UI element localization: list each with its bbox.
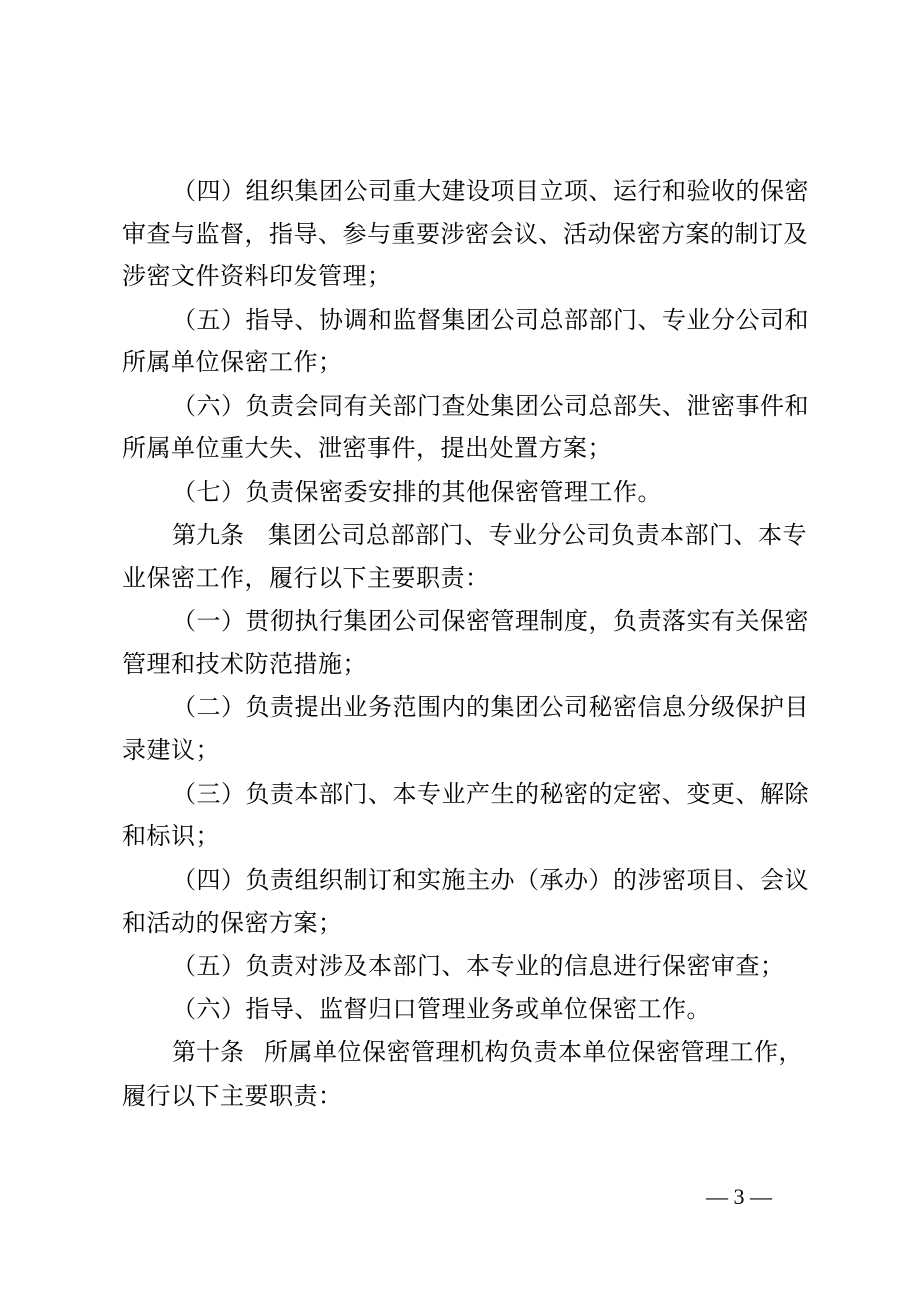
article-9-label: 第九条 bbox=[172, 521, 244, 549]
body-line: （六）指导、监督归口管理业务或单位保密工作。 bbox=[172, 995, 711, 1023]
body-line: （三）负责本部门、本专业产生的秘密的定密、变更、解除 bbox=[172, 780, 809, 808]
body-line: （一）贯彻执行集团公司保密管理制度，负责落实有关保密 bbox=[172, 607, 809, 635]
body-line: （四）组织集团公司重大建设项目立项、运行和验收的保密 bbox=[172, 177, 809, 205]
article-10-label: 第十条 bbox=[172, 1038, 244, 1066]
body-line: （五）负责对涉及本部门、本专业的信息进行保密审查； bbox=[172, 952, 785, 980]
body-line: 和标识； bbox=[122, 822, 220, 850]
body-line: 录建议； bbox=[122, 736, 220, 764]
body-line: 集团公司总部部门、专业分公司负责本部门、本专 bbox=[268, 521, 807, 549]
body-line: 管理和技术防范措施； bbox=[122, 650, 367, 678]
body-line: （二）负责提出业务范围内的集团公司秘密信息分级保护目 bbox=[172, 693, 809, 721]
body-line: （四）负责组织制订和实施主办（承办）的涉密项目、会议 bbox=[172, 866, 809, 894]
body-line: 和活动的保密方案； bbox=[122, 909, 343, 937]
body-line: （六）负责会同有关部门查处集团公司总部失、泄密事件和 bbox=[172, 392, 809, 420]
body-line: （五）指导、协调和监督集团公司总部部门、专业分公司和 bbox=[172, 306, 809, 334]
body-line: 审查与监督，指导、参与重要涉密会议、活动保密方案的制订及 bbox=[122, 220, 808, 248]
body-line: 涉密文件资料印发管理； bbox=[122, 262, 392, 290]
article-10-paragraph bbox=[172, 1037, 803, 1067]
article-9-paragraph bbox=[172, 520, 807, 550]
page-number: — 3 — bbox=[706, 1184, 772, 1209]
body-line: 所属单位保密管理机构负责本单位保密管理工作， bbox=[264, 1038, 803, 1066]
body-line: （七）负责保密委安排的其他保密管理工作。 bbox=[172, 478, 662, 506]
body-line: 履行以下主要职责： bbox=[122, 1082, 343, 1110]
body-line: 业保密工作，履行以下主要职责： bbox=[122, 564, 490, 592]
body-line: 所属单位保密工作； bbox=[122, 348, 343, 376]
body-line: 所属单位重大失、泄密事件，提出处置方案； bbox=[122, 434, 612, 462]
